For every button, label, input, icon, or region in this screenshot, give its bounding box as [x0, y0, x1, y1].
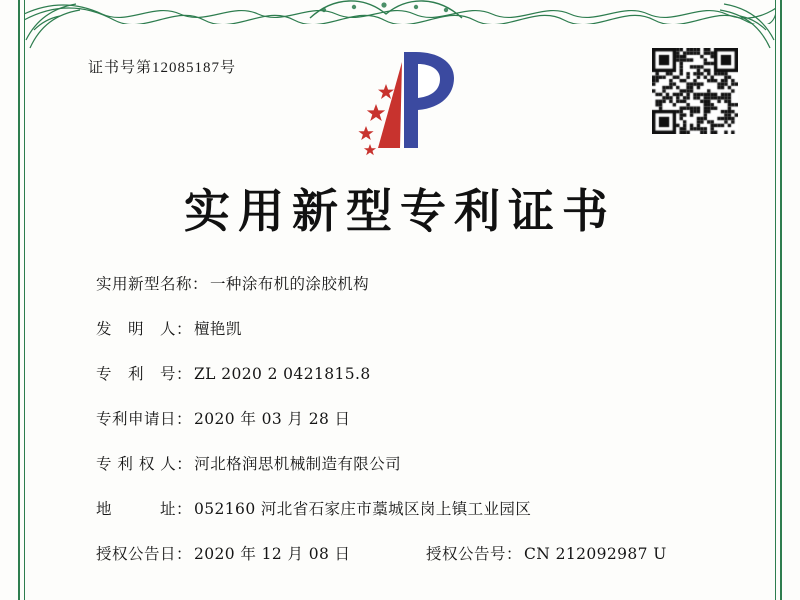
field-row-grant-info	[96, 542, 730, 564]
field-row-inventor	[96, 317, 730, 339]
field-row-address	[96, 497, 730, 519]
field-label-application-date: 专利申请日：	[96, 410, 193, 428]
field-value-patent-number: ZL 2020 2 0421815.8	[194, 365, 371, 383]
field-row-application-date	[96, 407, 730, 429]
field-label-patent-number: 专 利 号：	[96, 365, 193, 383]
field-list	[96, 272, 730, 587]
field-value-patentee: 河北格润思机械制造有限公司	[194, 455, 401, 473]
top-ornament	[24, 0, 776, 24]
field-label-name: 实用新型名称：	[96, 275, 209, 293]
field-value-name: 一种涂布机的涂胶机构	[210, 275, 370, 293]
field-label-grant-number: 授权公告号：	[426, 545, 523, 563]
field-label-patentee: 专 利 权 人：	[96, 455, 193, 473]
field-row-name	[96, 272, 730, 294]
field-row-patent-number	[96, 362, 730, 384]
page-title: 实用新型专利证书	[184, 184, 616, 238]
qr-code-icon	[652, 48, 738, 134]
field-label-address: 地 址：	[96, 500, 193, 518]
certificate-number: 证书号第12085187号	[88, 60, 237, 76]
field-row-patentee	[96, 452, 730, 474]
patent-emblem-icon	[330, 48, 470, 158]
field-value-grant-number: CN 212092987 U	[524, 545, 667, 563]
field-value-grant-date: 2020 年 12 月 08 日	[194, 545, 351, 563]
field-label-grant-date: 授权公告日：	[96, 545, 193, 563]
field-value-application-date: 2020 年 03 月 28 日	[194, 410, 351, 428]
field-value-address: 052160 河北省石家庄市藁城区岗上镇工业园区	[194, 500, 532, 518]
field-label-inventor: 发 明 人：	[96, 320, 193, 338]
field-value-inventor: 檀艳凯	[194, 320, 242, 338]
